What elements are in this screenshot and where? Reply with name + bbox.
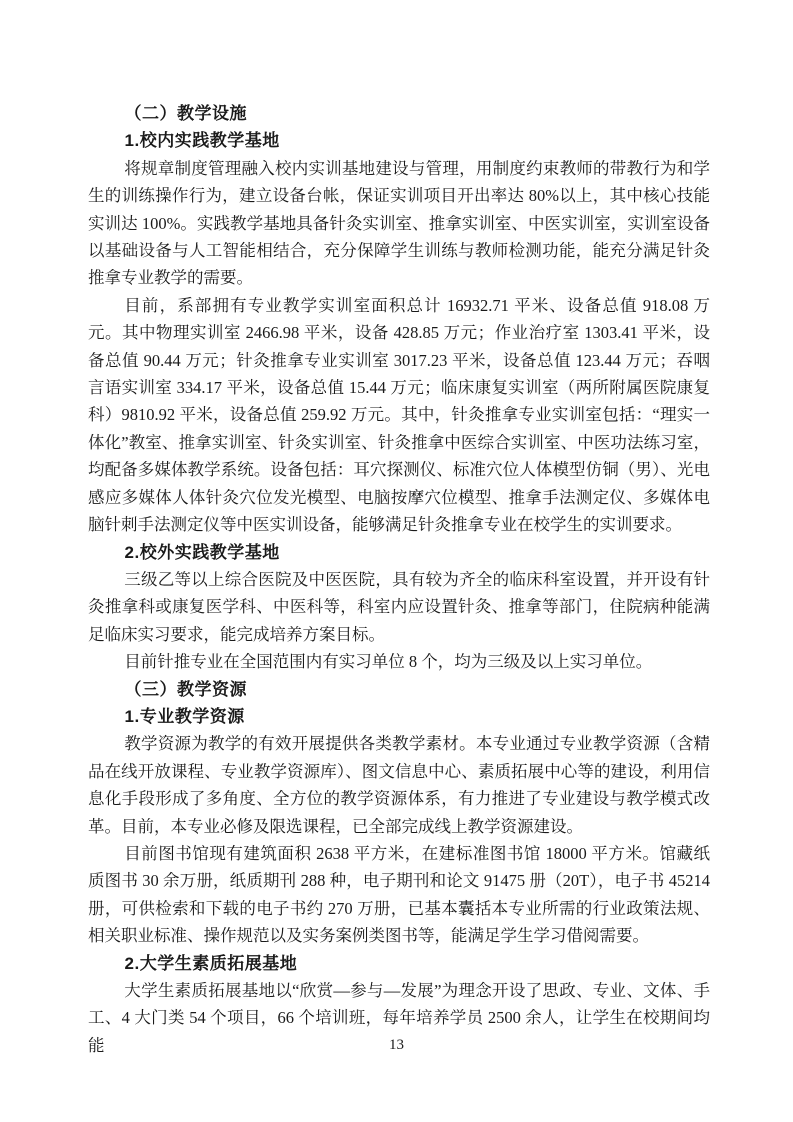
page-number: 13: [389, 1037, 404, 1053]
paragraph: 目前针推专业在全国范围内有实习单位 8 个，均为三级及以上实习单位。: [124, 652, 653, 672]
paragraph: 大学生素质拓展基地以“欣赏—参与—发展”为理念开设了思政、专业、文体、手工、4 大门类 54 个项目，66 个培训班，每年培养学员 2500 余人，让学生在校期间均能: [88, 981, 710, 1055]
paragraph: 三级乙等以上综合医院及中医医院，具有较为齐全的临床科室设置，并开设有针灸推拿科或康复医学科、中医科等，科室内应设置针灸、推拿等部门，住院病种能满足临床实习要求，能完成培养方案目标。: [88, 569, 710, 644]
subsection-heading: 1.专业教学资源: [124, 706, 245, 726]
subsection-heading: 2.校外实践教学基地: [124, 542, 280, 562]
paragraph: 将规章制度管理融入校内实训基地建设与管理，用制度约束教师的带教行为和学生的训练操作行为，建立设备台帐，保证实训项目开出率达 80%以上，其中核心技能实训达 100%。实践教学基地具备针灸实训室、推拿实训室、中医实训室，实训室设备以基础设备与人工智能相结合，充分保障学生训练与教师检测功能，能充分满足针灸推拿专业教学的需要。: [88, 158, 710, 288]
paragraph: 教学资源为教学的有效开展提供各类教学素材。本专业通过专业教学资源（含精品在线开放课程、专业教学资源库）、图文信息中心、素质拓展中心等的建设，利用信息化手段形成了多角度、全方位的教学资源体系，有力推进了专业建设与教学模式改革。目前，本专业必修及限选课程，已全部完成线上教学资源建设。: [88, 734, 710, 836]
section-heading: （三）教学资源: [124, 679, 248, 699]
subsection-heading: 2.大学生素质拓展基地: [124, 953, 298, 973]
subsection-heading: 1.校内实践教学基地: [124, 131, 280, 151]
page-footer: [0, 1036, 793, 1054]
section-heading: （二）教学设施: [124, 104, 248, 123]
document-body: [88, 100, 710, 1059]
paragraph: 目前图书馆现有建筑面积 2638 平方米，在建标准图书馆 18000 平方米。馆藏纸质图书 30 余万册，纸质期刊 288 种，电子期刊和论文 91475 册（20T），电子书 45214 册，可供检索和下载的电子书约 270 万册，已基本囊括本专业所需的行业政策法规、相关职业标准、操作规范以及实务案例类图书等，能满足学生学习借阅需要。: [88, 843, 710, 946]
paragraph: 目前，系部拥有专业教学实训室面积总计 16932.71 平米、设备总值 918.08 万元。其中物理实训室 2466.98 平米，设备 428.85 万元；作业治疗室 1303.41 平米，设备总值 90.44 万元；针灸推拿专业实训室 3017.23 平米，设备总值 123.44 万元；吞咽言语实训室 334.17 平米，设备总值 15.44 万元；临床康复实训室（两所附属医院康复科）9810.92 平米，设备总值 259.92 万元。其中，针灸推拿专业实训室包括：“理实一体化”教室、推拿实训室、针灸实训室、针灸推拿中医综合实训室、中医功法练习室，均配备多媒体教学系统。设备包括：耳穴探测仪、标准穴位人体模型仿铜（男）、光电感应多媒体人体针灸穴位发光模型、电脑按摩穴位模型、推拿手法测定仪、多媒体电脑针刺手法测定仪等中医实训设备，能够满足针灸推拿专业在校学生的实训要求。: [88, 295, 710, 535]
